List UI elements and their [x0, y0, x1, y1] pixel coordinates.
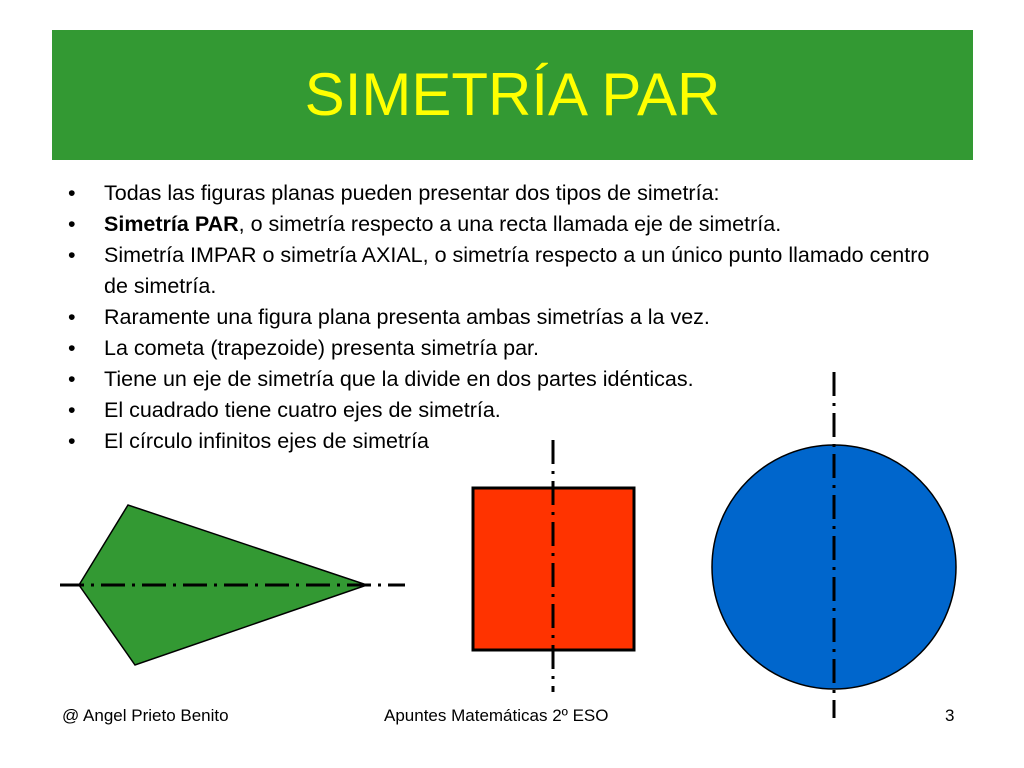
bullet-text: Simetría IMPAR o simetría AXIAL, o simetría respecto a un único punto llamado centro de simetría.	[104, 243, 930, 298]
bullet-text: La cometa (trapezoide) presenta simetría par.	[104, 336, 539, 360]
bullet-dot: •	[68, 429, 76, 453]
page-number: 3	[945, 706, 955, 725]
bullet-bold-text: Simetría PAR	[104, 212, 239, 236]
bullet-text: Raramente una figura plana presenta ambas simetrías a la vez.	[104, 305, 710, 329]
footer-course: Apuntes Matemáticas 2º ESO	[384, 706, 609, 725]
bullet-text: El cuadrado tiene cuatro ejes de simetría.	[104, 398, 501, 422]
footer-author: @ Angel Prieto Benito	[62, 706, 229, 725]
bullet-text: Tiene un eje de simetría que la divide en dos partes idénticas.	[104, 367, 694, 391]
bullet-dot: •	[68, 367, 76, 391]
bullet-dot: •	[68, 181, 76, 205]
bullet-dot: •	[68, 243, 76, 267]
bullet-dot: •	[68, 212, 76, 236]
bullet-dot: •	[68, 398, 76, 422]
bullet-text: Todas las figuras planas pueden presentar dos tipos de simetría:	[104, 181, 720, 205]
bullet-dot: •	[68, 305, 76, 329]
bullet-text: , o simetría respecto a una recta llamada eje de simetría.	[238, 212, 782, 236]
bullet-text: El círculo infinitos ejes de simetría	[104, 429, 430, 453]
slide-title: SIMETRÍA PAR	[304, 61, 721, 128]
bullet-dot: •	[68, 336, 76, 360]
